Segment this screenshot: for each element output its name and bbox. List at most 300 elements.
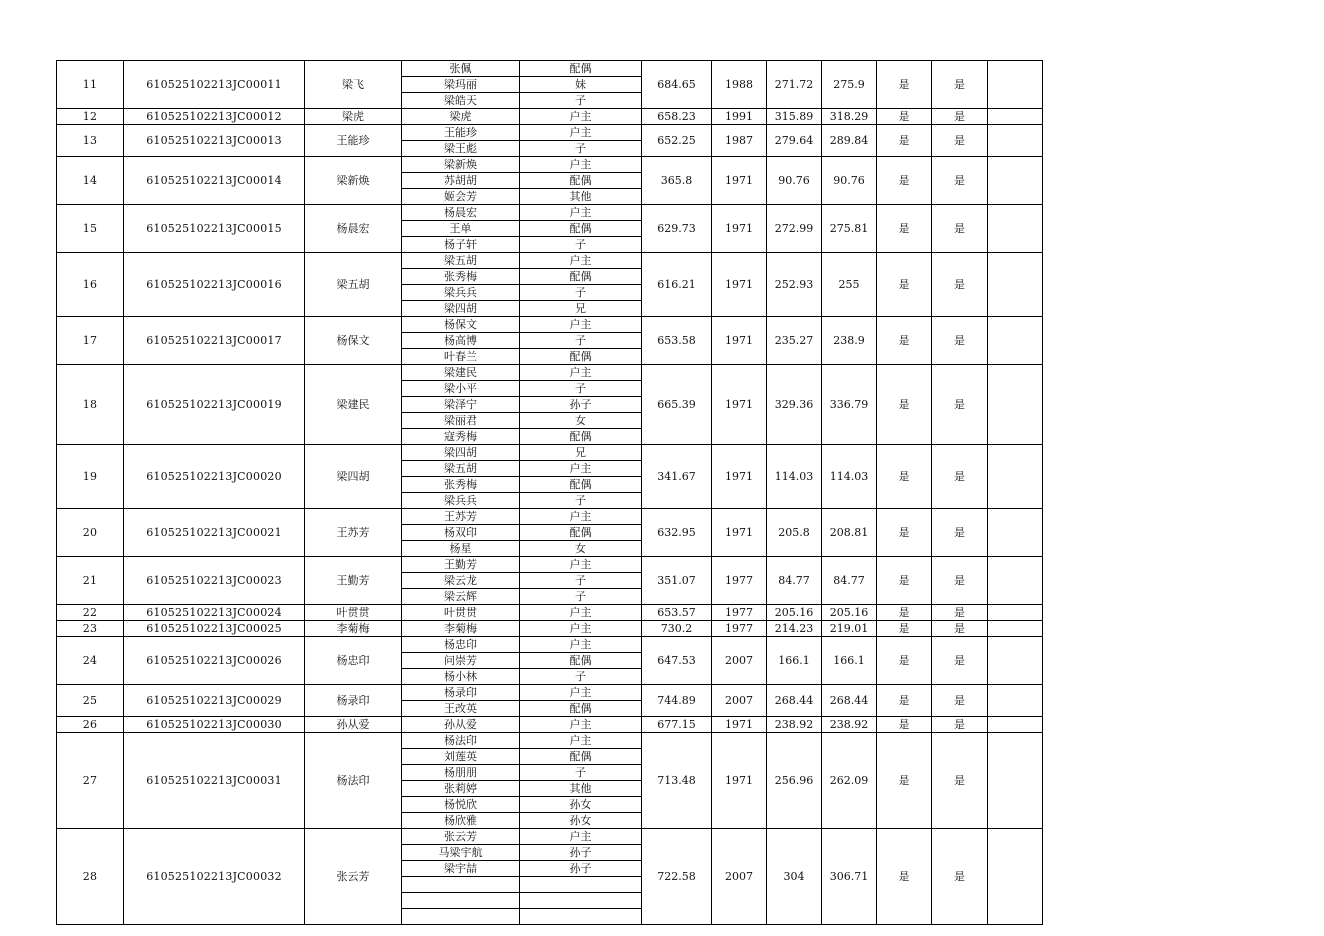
household-head-cell[interactable]: 杨法印 [305,733,402,829]
value-b-cell[interactable]: 318.29 [822,109,877,125]
value-a-cell[interactable]: 304 [767,829,822,925]
household-number-cell[interactable]: 15 [57,205,124,253]
flag-b-cell[interactable]: 是 [932,253,988,317]
household-code-cell[interactable]: 610525102213JC00019 [124,365,305,445]
member-name-cell[interactable]: 杨欣雅 [402,813,520,829]
member-name-cell[interactable]: 寇秀梅 [402,429,520,445]
flag-a-cell[interactable]: 是 [877,685,932,717]
member-relation-cell[interactable]: 孙子 [520,845,642,861]
empty-cell[interactable] [988,733,1043,829]
member-relation-cell[interactable]: 兄 [520,445,642,461]
member-relation-cell[interactable]: 配偶 [520,749,642,765]
value-b-cell[interactable]: 208.81 [822,509,877,557]
household-number-cell[interactable]: 19 [57,445,124,509]
member-relation-cell[interactable]: 子 [520,93,642,109]
household-table [56,60,1043,925]
area-cell[interactable]: 652.25 [642,125,712,157]
member-name-cell[interactable]: 梁兵兵 [402,493,520,509]
member-relation-cell[interactable]: 配偶 [520,525,642,541]
flag-a-cell[interactable]: 是 [877,109,932,125]
empty-cell[interactable] [988,557,1043,605]
household-code-cell[interactable]: 610525102213JC00012 [124,109,305,125]
member-relation-cell[interactable]: 配偶 [520,221,642,237]
year-cell[interactable]: 1988 [712,61,767,109]
value-a-cell[interactable]: 238.92 [767,717,822,733]
member-relation-cell[interactable]: 孙女 [520,797,642,813]
member-name-cell[interactable]: 张莉婷 [402,781,520,797]
member-relation-cell[interactable]: 户主 [520,557,642,573]
area-cell[interactable]: 629.73 [642,205,712,253]
table-row [57,637,1043,653]
household-code-cell[interactable]: 610525102213JC00030 [124,717,305,733]
member-name-cell[interactable]: 张佩 [402,61,520,77]
member-relation-cell[interactable]: 其他 [520,781,642,797]
household-number-cell[interactable]: 16 [57,253,124,317]
flag-a-cell[interactable]: 是 [877,205,932,253]
member-relation-cell[interactable]: 兄 [520,301,642,317]
flag-a-cell[interactable]: 是 [877,717,932,733]
year-cell[interactable]: 1987 [712,125,767,157]
member-name-cell[interactable]: 梁兵兵 [402,285,520,301]
member-relation-cell[interactable]: 子 [520,493,642,509]
member-name-cell[interactable]: 王改英 [402,701,520,717]
flag-b-cell[interactable]: 是 [932,621,988,637]
empty-cell[interactable] [988,157,1043,205]
empty-cell[interactable] [988,445,1043,509]
member-relation-cell[interactable]: 户主 [520,621,642,637]
household-head-cell[interactable]: 王苏芳 [305,509,402,557]
value-b-cell[interactable]: 275.81 [822,205,877,253]
household-head-cell[interactable]: 梁飞 [305,61,402,109]
value-b-cell[interactable]: 268.44 [822,685,877,717]
member-name-cell[interactable]: 梁虎 [402,109,520,125]
member-relation-cell[interactable]: 配偶 [520,61,642,77]
member-name-cell[interactable]: 杨星 [402,541,520,557]
household-head-cell[interactable]: 梁五胡 [305,253,402,317]
table-row [57,445,1043,461]
member-relation-cell[interactable] [520,877,642,893]
household-number-cell[interactable]: 20 [57,509,124,557]
member-name-cell[interactable]: 杨朋朋 [402,765,520,781]
member-relation-cell[interactable]: 女 [520,413,642,429]
member-name-cell[interactable]: 梁新焕 [402,157,520,173]
member-name-cell[interactable]: 梁皓天 [402,93,520,109]
member-relation-cell[interactable]: 配偶 [520,429,642,445]
flag-a-cell[interactable]: 是 [877,557,932,605]
member-relation-cell[interactable]: 户主 [520,717,642,733]
household-head-cell[interactable]: 梁建民 [305,365,402,445]
household-number-cell[interactable]: 25 [57,685,124,717]
flag-a-cell[interactable]: 是 [877,157,932,205]
household-code-cell[interactable]: 610525102213JC00032 [124,829,305,925]
member-name-cell[interactable]: 杨小林 [402,669,520,685]
household-code-cell[interactable]: 610525102213JC00015 [124,205,305,253]
household-number-cell[interactable]: 27 [57,733,124,829]
household-number-cell[interactable]: 28 [57,829,124,925]
member-name-cell[interactable]: 苏胡胡 [402,173,520,189]
member-name-cell[interactable]: 杨忠印 [402,637,520,653]
member-name-cell[interactable]: 梁五胡 [402,461,520,477]
table-row [57,61,1043,77]
year-cell[interactable]: 1971 [712,445,767,509]
household-number-cell[interactable]: 21 [57,557,124,605]
household-head-cell[interactable]: 张云芳 [305,829,402,925]
member-relation-cell[interactable]: 妹 [520,77,642,93]
household-head-cell[interactable]: 梁新焕 [305,157,402,205]
value-b-cell[interactable]: 90.76 [822,157,877,205]
table-row [57,685,1043,701]
value-a-cell[interactable]: 166.1 [767,637,822,685]
area-cell[interactable]: 341.67 [642,445,712,509]
household-code-cell[interactable]: 610525102213JC00029 [124,685,305,717]
value-b-cell[interactable]: 275.9 [822,61,877,109]
member-name-cell[interactable]: 梁小平 [402,381,520,397]
member-name-cell[interactable]: 杨晨宏 [402,205,520,221]
value-b-cell[interactable]: 262.09 [822,733,877,829]
member-relation-cell[interactable]: 孙女 [520,813,642,829]
area-cell[interactable]: 351.07 [642,557,712,605]
empty-cell[interactable] [988,109,1043,125]
value-a-cell[interactable]: 271.72 [767,61,822,109]
household-head-cell[interactable]: 王能珍 [305,125,402,157]
member-relation-cell[interactable]: 户主 [520,637,642,653]
member-name-cell[interactable]: 杨双印 [402,525,520,541]
flag-a-cell[interactable]: 是 [877,61,932,109]
year-cell[interactable]: 1971 [712,253,767,317]
member-relation-cell[interactable]: 户主 [520,685,642,701]
value-a-cell[interactable]: 256.96 [767,733,822,829]
flag-b-cell[interactable]: 是 [932,509,988,557]
member-name-cell[interactable]: 杨高博 [402,333,520,349]
member-relation-cell[interactable]: 户主 [520,509,642,525]
year-cell[interactable]: 1971 [712,205,767,253]
empty-cell[interactable] [988,317,1043,365]
empty-cell[interactable] [988,829,1043,925]
member-name-cell[interactable]: 杨保文 [402,317,520,333]
flag-a-cell[interactable]: 是 [877,621,932,637]
empty-cell[interactable] [988,253,1043,317]
household-number-cell[interactable]: 22 [57,605,124,621]
household-head-cell[interactable]: 杨忠印 [305,637,402,685]
area-cell[interactable]: 616.21 [642,253,712,317]
member-name-cell[interactable] [402,877,520,893]
member-relation-cell[interactable]: 户主 [520,605,642,621]
household-code-cell[interactable]: 610525102213JC00026 [124,637,305,685]
year-cell[interactable]: 1991 [712,109,767,125]
household-number-cell[interactable]: 12 [57,109,124,125]
household-head-cell[interactable]: 杨保文 [305,317,402,365]
table-body [57,61,1043,925]
member-name-cell[interactable]: 张秀梅 [402,477,520,493]
member-relation-cell[interactable]: 配偶 [520,701,642,717]
value-a-cell[interactable]: 329.36 [767,365,822,445]
member-relation-cell[interactable]: 子 [520,141,642,157]
value-b-cell[interactable]: 238.92 [822,717,877,733]
member-name-cell[interactable]: 王苏芳 [402,509,520,525]
area-cell[interactable]: 653.57 [642,605,712,621]
member-name-cell[interactable]: 刘莲英 [402,749,520,765]
value-a-cell[interactable]: 252.93 [767,253,822,317]
household-code-cell[interactable]: 610525102213JC00024 [124,605,305,621]
empty-cell[interactable] [988,685,1043,717]
flag-b-cell[interactable]: 是 [932,605,988,621]
household-code-cell[interactable]: 610525102213JC00017 [124,317,305,365]
year-cell[interactable]: 1971 [712,509,767,557]
household-head-cell[interactable]: 王勤芳 [305,557,402,605]
member-name-cell[interactable]: 叶春兰 [402,349,520,365]
member-name-cell[interactable]: 马梁宇航 [402,845,520,861]
member-relation-cell[interactable]: 户主 [520,205,642,221]
member-name-cell[interactable]: 梁宇喆 [402,861,520,877]
value-b-cell[interactable]: 114.03 [822,445,877,509]
household-head-cell[interactable]: 杨录印 [305,685,402,717]
value-a-cell[interactable]: 84.77 [767,557,822,605]
year-cell[interactable]: 1977 [712,621,767,637]
member-relation-cell[interactable]: 其他 [520,189,642,205]
table-row [57,733,1043,749]
year-cell[interactable]: 1971 [712,717,767,733]
household-head-cell[interactable]: 梁虎 [305,109,402,125]
household-head-cell[interactable]: 梁四胡 [305,445,402,509]
member-name-cell[interactable]: 叶贯贯 [402,605,520,621]
household-number-cell[interactable]: 11 [57,61,124,109]
value-a-cell[interactable]: 315.89 [767,109,822,125]
member-relation-cell[interactable]: 户主 [520,317,642,333]
household-number-cell[interactable]: 17 [57,317,124,365]
area-cell[interactable]: 653.58 [642,317,712,365]
flag-a-cell[interactable]: 是 [877,509,932,557]
member-relation-cell[interactable]: 孙子 [520,397,642,413]
flag-b-cell[interactable]: 是 [932,205,988,253]
member-relation-cell[interactable]: 子 [520,237,642,253]
value-a-cell[interactable]: 205.8 [767,509,822,557]
empty-cell[interactable] [988,61,1043,109]
flag-a-cell[interactable]: 是 [877,637,932,685]
member-relation-cell[interactable]: 配偶 [520,653,642,669]
value-b-cell[interactable]: 306.71 [822,829,877,925]
member-relation-cell[interactable]: 户主 [520,461,642,477]
member-relation-cell[interactable]: 子 [520,285,642,301]
table-row [57,317,1043,333]
household-code-cell[interactable]: 610525102213JC00013 [124,125,305,157]
value-b-cell[interactable]: 219.01 [822,621,877,637]
household-number-cell[interactable]: 23 [57,621,124,637]
area-cell[interactable]: 647.53 [642,637,712,685]
value-b-cell[interactable]: 336.79 [822,365,877,445]
year-cell[interactable]: 1971 [712,733,767,829]
flag-b-cell[interactable]: 是 [932,365,988,445]
member-relation-cell[interactable] [520,909,642,925]
household-number-cell[interactable]: 13 [57,125,124,157]
member-name-cell[interactable]: 王能珍 [402,125,520,141]
member-name-cell[interactable]: 王勤芳 [402,557,520,573]
table-row [57,253,1043,269]
member-name-cell[interactable]: 梁丽君 [402,413,520,429]
area-cell[interactable]: 658.23 [642,109,712,125]
member-name-cell[interactable] [402,893,520,909]
member-relation-cell[interactable]: 户主 [520,365,642,381]
area-cell[interactable]: 632.95 [642,509,712,557]
member-name-cell[interactable]: 梁泽宁 [402,397,520,413]
value-b-cell[interactable]: 205.16 [822,605,877,621]
member-relation-cell[interactable]: 户主 [520,157,642,173]
member-name-cell[interactable]: 梁四胡 [402,445,520,461]
value-a-cell[interactable]: 272.99 [767,205,822,253]
empty-cell[interactable] [988,205,1043,253]
empty-cell[interactable] [988,621,1043,637]
year-cell[interactable]: 1971 [712,157,767,205]
flag-b-cell[interactable]: 是 [932,61,988,109]
member-relation-cell[interactable]: 子 [520,589,642,605]
member-name-cell[interactable]: 王单 [402,221,520,237]
member-name-cell[interactable]: 梁云龙 [402,573,520,589]
flag-b-cell[interactable]: 是 [932,109,988,125]
area-cell[interactable]: 665.39 [642,365,712,445]
member-name-cell[interactable]: 杨法印 [402,733,520,749]
household-code-cell[interactable]: 610525102213JC00021 [124,509,305,557]
flag-b-cell[interactable]: 是 [932,445,988,509]
empty-cell[interactable] [988,509,1043,557]
table-row [57,509,1043,525]
empty-cell[interactable] [988,717,1043,733]
year-cell[interactable]: 2007 [712,829,767,925]
table-row [57,365,1043,381]
household-number-cell[interactable]: 18 [57,365,124,445]
flag-b-cell[interactable]: 是 [932,125,988,157]
area-cell[interactable]: 677.15 [642,717,712,733]
household-code-cell[interactable]: 610525102213JC00020 [124,445,305,509]
member-name-cell[interactable] [402,909,520,925]
member-relation-cell[interactable]: 孙子 [520,861,642,877]
flag-a-cell[interactable]: 是 [877,365,932,445]
flag-b-cell[interactable]: 是 [932,685,988,717]
value-a-cell[interactable]: 268.44 [767,685,822,717]
member-relation-cell[interactable]: 户主 [520,109,642,125]
flag-b-cell[interactable]: 是 [932,317,988,365]
member-relation-cell[interactable]: 配偶 [520,173,642,189]
member-relation-cell[interactable]: 子 [520,573,642,589]
member-name-cell[interactable]: 李菊梅 [402,621,520,637]
year-cell[interactable]: 1971 [712,317,767,365]
empty-cell[interactable] [988,637,1043,685]
flag-b-cell[interactable]: 是 [932,557,988,605]
member-relation-cell[interactable]: 女 [520,541,642,557]
household-number-cell[interactable]: 26 [57,717,124,733]
area-cell[interactable]: 713.48 [642,733,712,829]
value-a-cell[interactable]: 235.27 [767,317,822,365]
household-code-cell[interactable]: 610525102213JC00031 [124,733,305,829]
value-a-cell[interactable]: 214.23 [767,621,822,637]
member-relation-cell[interactable]: 配偶 [520,477,642,493]
household-head-cell[interactable]: 叶贯贯 [305,605,402,621]
household-code-cell[interactable]: 610525102213JC00014 [124,157,305,205]
member-name-cell[interactable]: 梁五胡 [402,253,520,269]
member-relation-cell[interactable]: 配偶 [520,349,642,365]
value-a-cell[interactable]: 114.03 [767,445,822,509]
area-cell[interactable]: 744.89 [642,685,712,717]
household-head-cell[interactable]: 李菊梅 [305,621,402,637]
member-relation-cell[interactable]: 户主 [520,829,642,845]
value-a-cell[interactable]: 279.64 [767,125,822,157]
flag-b-cell[interactable]: 是 [932,637,988,685]
member-relation-cell[interactable]: 子 [520,381,642,397]
member-name-cell[interactable]: 孙从爱 [402,717,520,733]
member-relation-cell[interactable]: 户主 [520,733,642,749]
flag-b-cell[interactable]: 是 [932,733,988,829]
member-relation-cell[interactable]: 配偶 [520,269,642,285]
area-cell[interactable]: 684.65 [642,61,712,109]
value-b-cell[interactable]: 84.77 [822,557,877,605]
household-code-cell[interactable]: 610525102213JC00023 [124,557,305,605]
household-head-cell[interactable]: 杨晨宏 [305,205,402,253]
area-cell[interactable]: 722.58 [642,829,712,925]
household-code-cell[interactable]: 610525102213JC00016 [124,253,305,317]
flag-b-cell[interactable]: 是 [932,829,988,925]
year-cell[interactable]: 2007 [712,685,767,717]
member-name-cell[interactable]: 张云芳 [402,829,520,845]
member-relation-cell[interactable]: 子 [520,669,642,685]
member-name-cell[interactable]: 梁建民 [402,365,520,381]
flag-a-cell[interactable]: 是 [877,605,932,621]
member-name-cell[interactable]: 梁云辉 [402,589,520,605]
member-name-cell[interactable]: 姬会芳 [402,189,520,205]
empty-cell[interactable] [988,125,1043,157]
member-name-cell[interactable]: 杨录印 [402,685,520,701]
member-name-cell[interactable]: 梁四胡 [402,301,520,317]
flag-a-cell[interactable]: 是 [877,445,932,509]
value-b-cell[interactable]: 166.1 [822,637,877,685]
member-name-cell[interactable]: 问崇芳 [402,653,520,669]
household-head-cell[interactable]: 孙从爱 [305,717,402,733]
empty-cell[interactable] [988,365,1043,445]
member-name-cell[interactable]: 梁玛丽 [402,77,520,93]
member-name-cell[interactable]: 杨子轩 [402,237,520,253]
member-relation-cell[interactable]: 子 [520,765,642,781]
area-cell[interactable]: 730.2 [642,621,712,637]
flag-b-cell[interactable]: 是 [932,717,988,733]
household-code-cell[interactable]: 610525102213JC00011 [124,61,305,109]
year-cell[interactable]: 1971 [712,365,767,445]
flag-a-cell[interactable]: 是 [877,829,932,925]
year-cell[interactable]: 1977 [712,557,767,605]
value-a-cell[interactable]: 90.76 [767,157,822,205]
flag-a-cell[interactable]: 是 [877,125,932,157]
year-cell[interactable]: 1977 [712,605,767,621]
flag-a-cell[interactable]: 是 [877,733,932,829]
area-cell[interactable]: 365.8 [642,157,712,205]
household-number-cell[interactable]: 24 [57,637,124,685]
empty-cell[interactable] [988,605,1043,621]
member-relation-cell[interactable]: 户主 [520,253,642,269]
member-relation-cell[interactable] [520,893,642,909]
flag-a-cell[interactable]: 是 [877,253,932,317]
value-b-cell[interactable]: 255 [822,253,877,317]
member-name-cell[interactable]: 杨悦欣 [402,797,520,813]
member-name-cell[interactable]: 张秀梅 [402,269,520,285]
spreadsheet-view [56,60,1042,883]
member-relation-cell[interactable]: 子 [520,333,642,349]
year-cell[interactable]: 2007 [712,637,767,685]
value-b-cell[interactable]: 238.9 [822,317,877,365]
member-relation-cell[interactable]: 户主 [520,125,642,141]
household-code-cell[interactable]: 610525102213JC00025 [124,621,305,637]
flag-b-cell[interactable]: 是 [932,157,988,205]
member-name-cell[interactable]: 梁王彪 [402,141,520,157]
flag-a-cell[interactable]: 是 [877,317,932,365]
household-number-cell[interactable]: 14 [57,157,124,205]
value-b-cell[interactable]: 289.84 [822,125,877,157]
value-a-cell[interactable]: 205.16 [767,605,822,621]
